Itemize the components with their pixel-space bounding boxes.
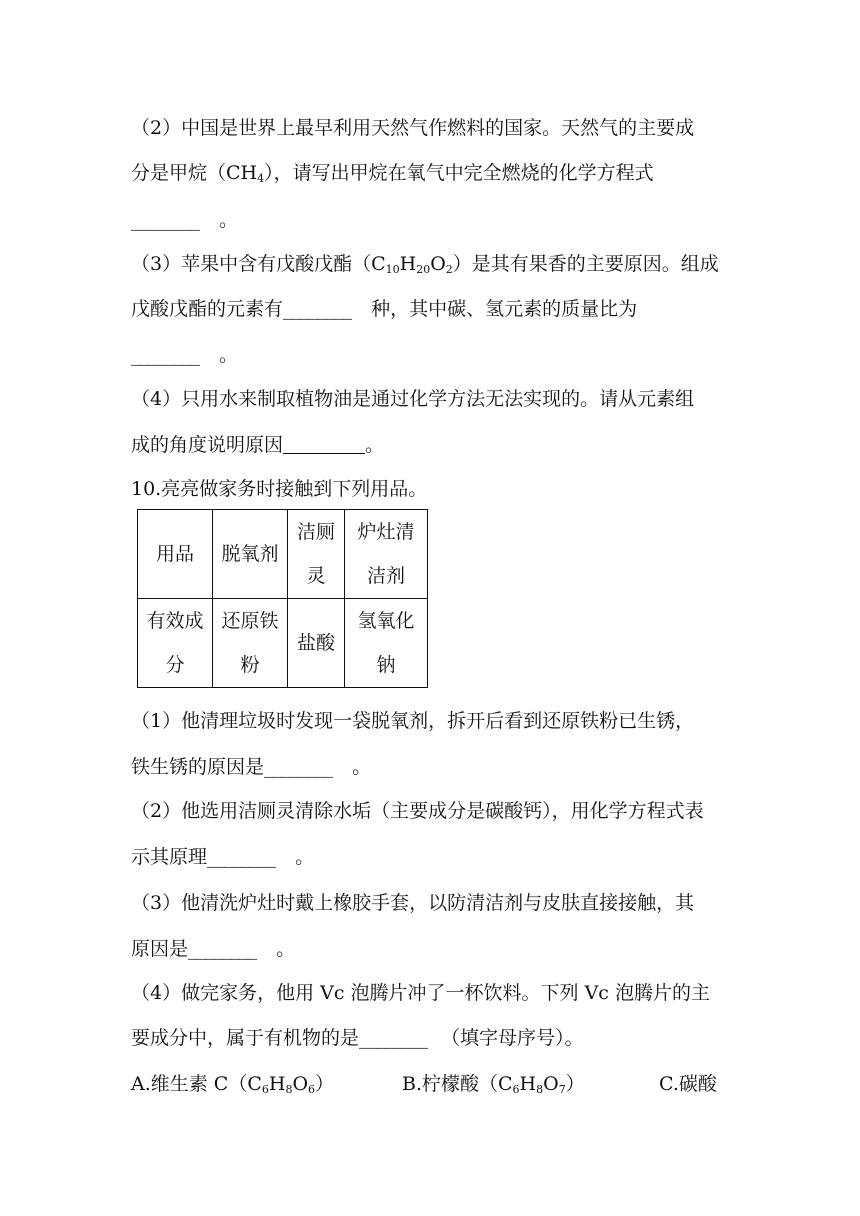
option-a: A.维生素 $C(C_6H_8O_6)$ — [131, 1073, 335, 1096]
table-cell: 用品 — [138, 510, 213, 599]
q9-part2-line2: 分是甲烷$(CH_4)$，请写出甲烷在氧气中完全燃烧的化学方程式 — [131, 162, 654, 185]
table-cell: 脱氧剂 — [213, 510, 288, 599]
answer-blank[interactable]: ________ — [264, 756, 333, 778]
option-c: C.碳酸 — [659, 1073, 717, 1095]
q10-stem: 10.亮亮做家务时接触到下列用品。 — [131, 478, 428, 500]
answer-blank[interactable]: ________ — [359, 1027, 428, 1049]
q10-part1-line2: 铁生锈的原因是________ 。 — [131, 756, 372, 778]
table-row — [138, 599, 428, 688]
answer-blank[interactable]: ________ — [188, 938, 257, 960]
answer-blank[interactable]: ________ — [283, 298, 352, 320]
q9-part4-line1: （4）只用水来制取植物油是通过化学方法无法实现的。请从元素组 — [131, 388, 695, 410]
answer-blank[interactable]: ________ — [207, 846, 276, 868]
q10-part4-line1: （4）做完家务，他用 Vc 泡腾片冲了一杯饮料。下列 Vc 泡腾片的主 — [131, 982, 710, 1004]
q9-part4-line2: 成的角度说明原因 。 — [131, 434, 385, 456]
table-cell: 还原铁粉 — [213, 599, 288, 688]
table-row — [138, 510, 428, 599]
table-cell: 洁厕灵 — [288, 510, 345, 599]
q10-part2-line1: （2）他选用洁厕灵清除水垢（主要成分是碳酸钙），用化学方程式表 — [131, 800, 704, 822]
q9-part2-line1: （2）中国是世界上最早利用天然气作燃料的国家。天然气的主要成 — [131, 117, 695, 139]
table-cell: 炉灶清洁剂 — [345, 510, 428, 599]
table-cell: 氢氧化钠 — [345, 599, 428, 688]
option-b: B.柠檬酸$(C_6H_8O_7)$ — [402, 1073, 585, 1096]
q9-part3-line1: （3）苹果中含有戊酸戊酯$(C_{10}H_{20}O_2)$是其有果香的主要原因。组成 — [131, 253, 719, 276]
q10-part3-line2: 原因是________ 。 — [131, 938, 296, 960]
table-cell: 有效成分 — [138, 599, 213, 688]
q9-part2-line3: ________ 。 — [131, 209, 239, 231]
answer-blank[interactable] — [283, 435, 365, 454]
answer-blank[interactable]: ________ — [131, 209, 199, 231]
q10-part2-line2: 示其原理________ 。 — [131, 846, 315, 868]
answer-blank[interactable]: ________ — [131, 344, 199, 366]
q10-part1-line1: （1）他清理垃圾时发现一袋脱氧剂，拆开后看到还原铁粉已生锈， — [131, 710, 695, 732]
table-cell: 盐酸 — [288, 599, 345, 688]
q10-part4-line2: 要成分中，属于有机物的是________ （填字母序号）。 — [131, 1027, 584, 1049]
q10-part3-line1: （3）他清洗炉灶时戴上橡胶手套，以防清洁剂与皮肤直接接触，其 — [131, 892, 695, 914]
q9-part3-line2: 戊酸戊酯的元素有________ 种，其中碳、氢元素的质量比为 — [131, 298, 638, 320]
q9-part3-line3: ________ 。 — [131, 344, 239, 366]
items-table — [137, 509, 428, 688]
